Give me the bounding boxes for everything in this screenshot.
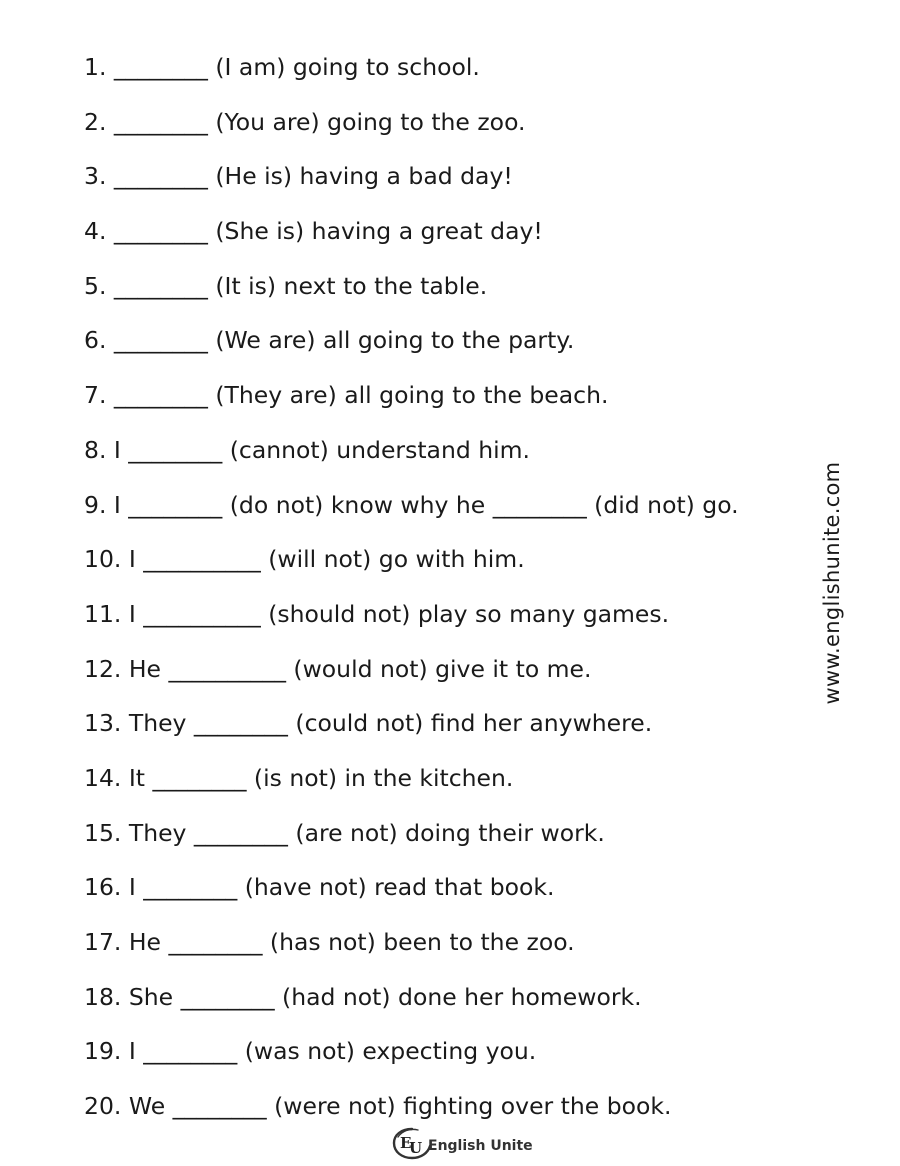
exercise-item: 15. They ________ (are not) doing their work. — [84, 818, 605, 847]
footer-brand-name: English Unite — [428, 1138, 533, 1154]
exercise-item: 18. She ________ (had not) done her homework. — [84, 982, 642, 1011]
exercise-item: 11. I __________ (should not) play so many games. — [84, 599, 670, 628]
exercise-item: 9. I ________ (do not) know why he ________ (did not) go. — [84, 490, 739, 519]
exercise-item: 14. It ________ (is not) in the kitchen. — [84, 763, 514, 792]
exercise-item: 7. ________ (They are) all going to the beach. — [84, 381, 609, 410]
exercise-item: 1. ________ (I am) going to school. — [84, 53, 480, 81]
exercise-item: 2. ________ (You are) going to the zoo. — [84, 107, 526, 136]
exercise-item: 5. ________ (It is) next to the table. — [84, 271, 488, 300]
exercise-item: 17. He ________ (has not) been to the zoo. — [84, 928, 575, 956]
exercise-item: 8. I ________ (cannot) understand him. — [84, 435, 531, 464]
website-watermark: www.englishunite.com — [820, 461, 844, 705]
exercise-item: 13. They ________ (could not) find her anywhere. — [84, 709, 653, 738]
exercise-item: 20. We ________ (were not) fighting over the book. — [84, 1092, 672, 1121]
exercise-item: 16. I ________ (have not) read that book. — [84, 873, 555, 902]
exercise-item: 19. I ________ (was not) expecting you. — [84, 1037, 537, 1066]
exercise-list — [84, 45, 804, 1139]
svg-text:E: E — [400, 1134, 412, 1152]
exercise-item: 3. ________ (He is) having a bad day! — [84, 162, 513, 191]
exercise-item: 6. ________ (We are) all going to the party. — [84, 326, 575, 355]
exercise-item: 4. ________ (She is) having a great day! — [84, 217, 543, 246]
svg-text:U: U — [409, 1139, 423, 1157]
exercise-item: 10. I __________ (will not) go with him. — [84, 545, 525, 574]
footer-logo — [388, 1125, 533, 1161]
exercise-item: 12. He __________ (would not) give it to me. — [84, 654, 592, 683]
